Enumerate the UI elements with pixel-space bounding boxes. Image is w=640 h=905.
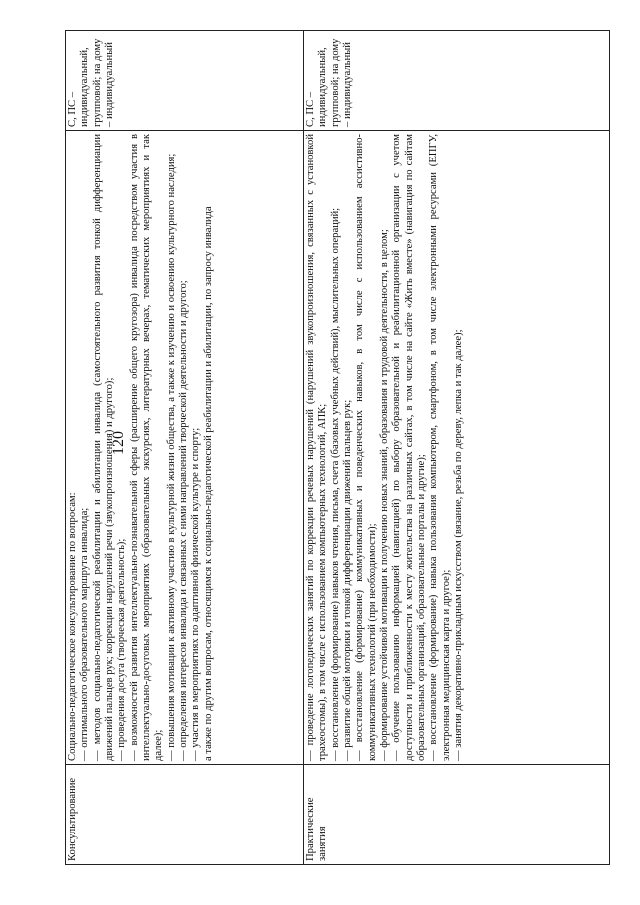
service-content-cell (66, 131, 304, 765)
content-item: — проведения досуга (творческая деятельность); (116, 538, 128, 761)
service-form: С, ПС – индивидуальный, групповой; на дому – индивидуальный (67, 38, 116, 127)
content-item: а также по другим вопросам, относящимся к социально-педагогической реабилитации и абилитации, по запросу инвалида (202, 206, 214, 761)
service-form-cell (304, 31, 610, 131)
table-row-practical (304, 31, 610, 865)
content-item: — занятия декоративно-прикладным искусством (вязание, резьба по дереву, лепка и так далее); (453, 329, 465, 761)
content-item: — определения интересов инвалида и связанных с ними направлений творческой деятельности и другого; (178, 280, 190, 761)
content-item: — методов социально-педагогической реабилитации и абилитации инвалида (самостоятельного развития тонкой дифференциации движений пальцев рук; коррекции нарушений речи (звукопроизношения) и другого); (91, 134, 116, 761)
content-item: — повышения мотивации к активному участию в культурной жизни общества, а также к изучению и освоению культурного наследия; (165, 153, 177, 761)
service-form-cell (66, 31, 304, 131)
service-name-cell (66, 765, 304, 865)
content-item: — формирование устойчивой мотивации к получению новых знаний, образования и трудовой деятельности, в целом; (379, 229, 391, 761)
content-item: — развитие общей моторики и тонкой дифференциации движений пальцев рук; (342, 399, 354, 761)
service-name: Практические занятия (305, 797, 329, 861)
content-item: — восстановление (формирование) навыков чтения, письма, счета (базовых учебных действий), мыслительных операций; (329, 207, 341, 761)
content-item: — восстановление (формирование) коммуникативных и поведенческих навыков, в том числе с использованием ассистивно-коммуникативных технологий (при необходимости); (354, 134, 378, 761)
service-name-cell (304, 765, 610, 865)
services-table (65, 30, 610, 865)
document-table-rotated (65, 30, 610, 865)
content-item: — возможностей развития интеллектуально-познавательной сферы (расширение общего кругозора) инвалида посредством участия в интеллектуально-досуговых мероприятиях (образовательных экскурсиях, литературных вечерах, тематических мероприятиях и так далее); (128, 134, 165, 761)
service-content-cell (304, 131, 610, 765)
content-item: — проведение логопедических занятий по коррекции речевых нарушений (нарушений звукопроизношения, связанных с установкой трахеостомы), в том числе с использованием компьютерных технологий, АПК; (305, 134, 329, 761)
content-item: — обучение пользованию информацией (навигацией) по выбору образовательной и реабилитационной организации с учетом доступности и приближенности к месту жительства на различных сайтах, в том числе на сайте «Жить вместе» (навигация по сайтам образовательных организаций, образовательные порталы и другие); (391, 134, 428, 761)
service-name: Консультирование (67, 777, 78, 861)
content-item: — восстановление (формирование) навыка пользования компьютером, смартфоном, в том числе электронными ресурсами (ЕПГУ, электронная медицинская карта и другое); (428, 134, 452, 761)
page-number: 120 (110, 431, 127, 455)
service-form: С, ПС – индивидуальный, групповой; на дому – индивидуальный (305, 38, 354, 127)
content-item: — оптимального образовательного маршрута инвалида; (79, 507, 91, 761)
table-row-consulting (66, 31, 304, 865)
content-item: Социально-педагогическое консультирование по вопросам: (67, 492, 78, 761)
content-item: — участия в мероприятиях по адаптивной физической культуре и спорту; (190, 427, 202, 761)
